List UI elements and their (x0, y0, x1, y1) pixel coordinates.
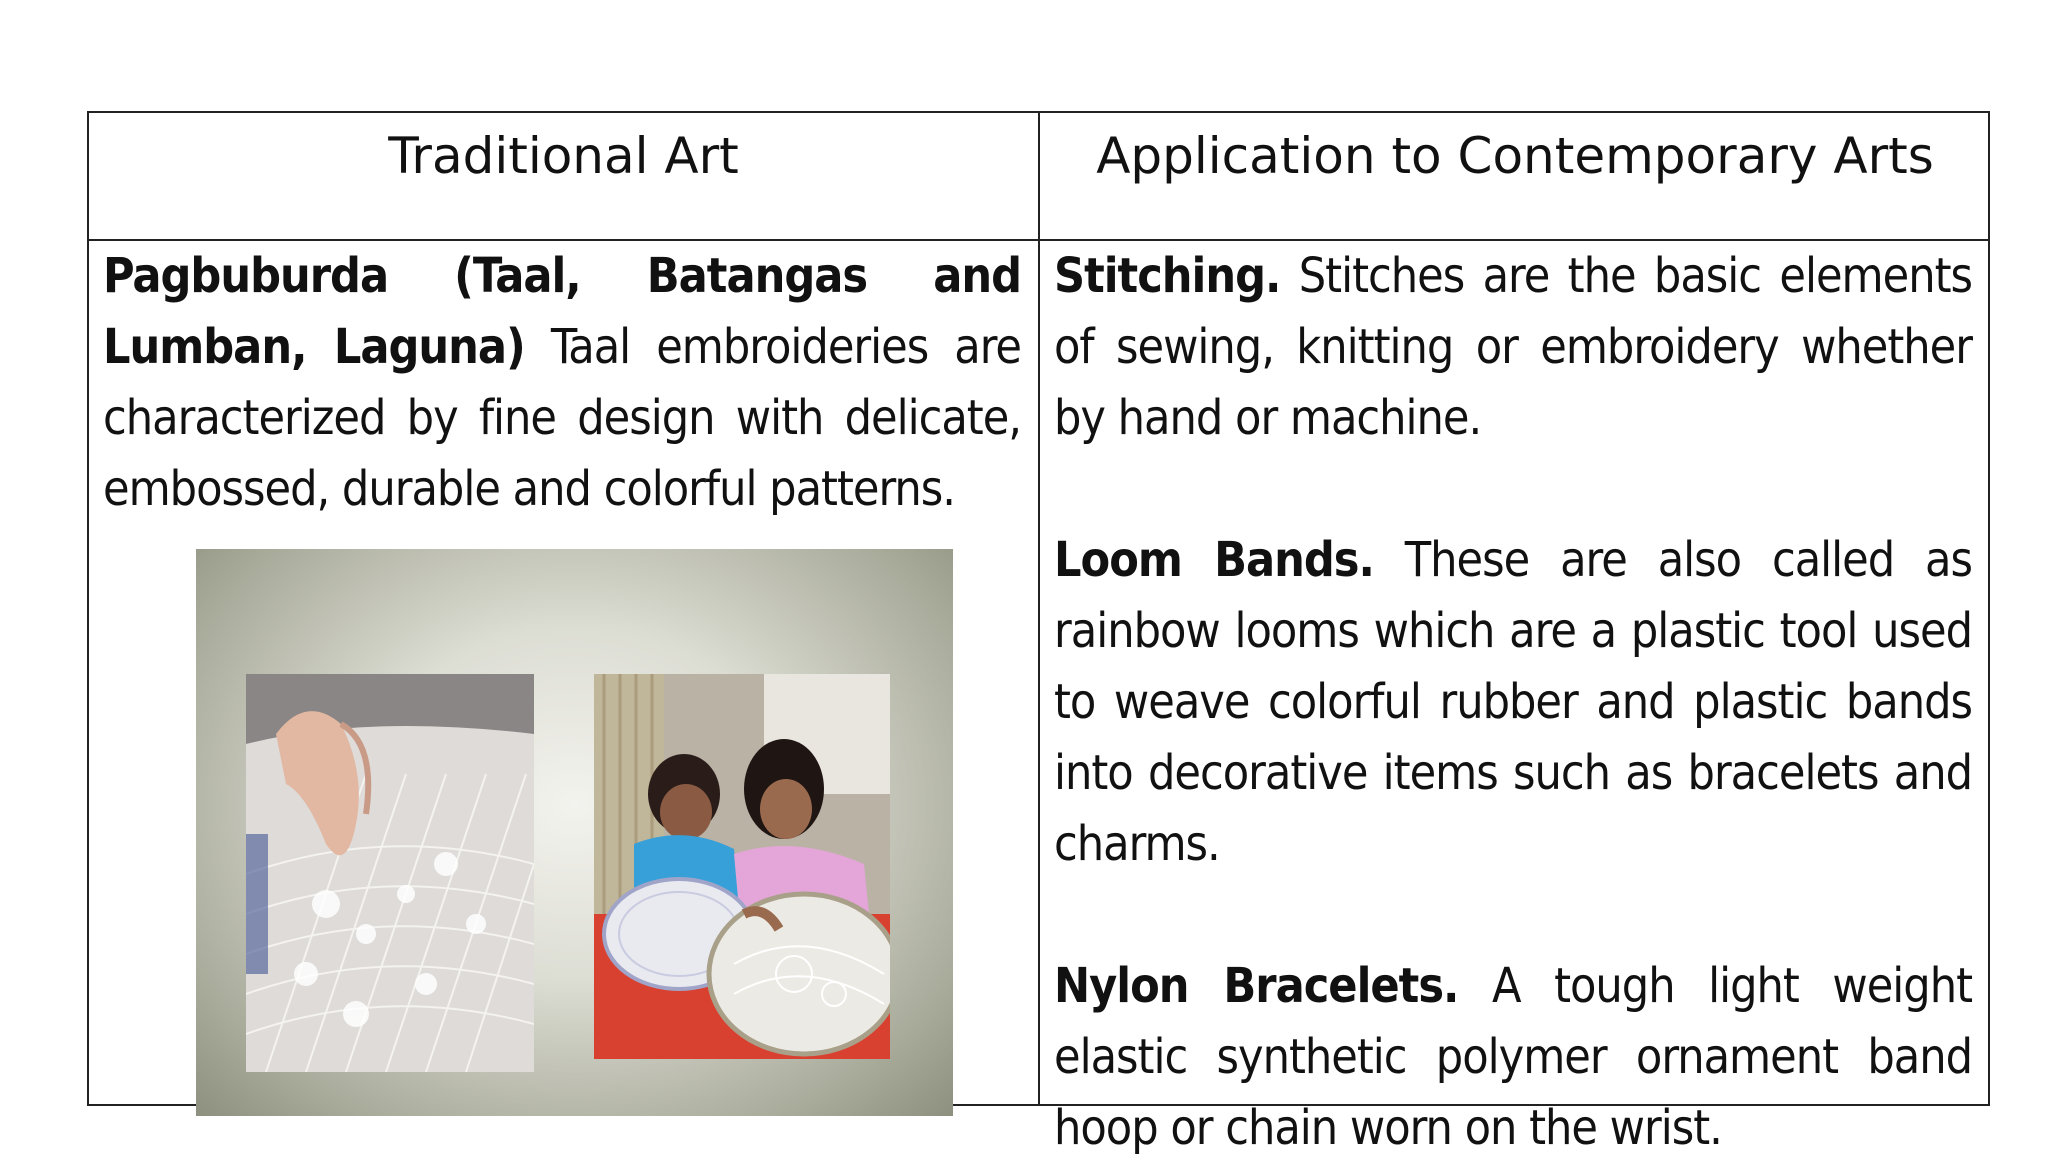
contemporary-term: Stitching. (1054, 248, 1281, 304)
contemporary-definition: These are also called as rainbow looms which are a plastic tool used to weave colorful rubber and plastic bands into decorative items such as bracelets and charms. (1054, 532, 1973, 872)
contemporary-item-stitching (1054, 241, 1972, 454)
column-divider (1038, 113, 1040, 1104)
contemporary-definition: A tough light weight elastic synthetic polymer ornament band hoop or chain worn on the wrist. (1054, 958, 1973, 1156)
contemporary-term: Nylon Bracelets. (1054, 958, 1459, 1014)
embroidery-closeup-photo (246, 674, 534, 1072)
header-traditional-art: Traditional Art (388, 127, 739, 185)
contemporary-definition: Stitches are the basic elements of sewing, knitting or embroidery whether by hand or machine. (1054, 248, 1972, 446)
contemporary-item-nylon-bracelets (1054, 951, 1972, 1164)
contemporary-term: Loom Bands. (1054, 532, 1374, 588)
traditional-art-description: Taal embroideries are characterized by fine design with delicate, embossed, durable and colorful patterns. (103, 319, 1021, 517)
contemporary-arts-cell (1054, 241, 1972, 1164)
traditional-art-title: Pagbuburda (Taal, Batangas and Lumban, Laguna) (103, 248, 1021, 375)
embroiderers-at-work-photo (594, 674, 890, 1059)
contemporary-item-loom-bands (1054, 525, 1972, 880)
embroidery-photo-panel (196, 549, 953, 1116)
traditional-art-cell (103, 241, 1021, 525)
header-contemporary-arts: Application to Contemporary Arts (1096, 127, 1934, 185)
